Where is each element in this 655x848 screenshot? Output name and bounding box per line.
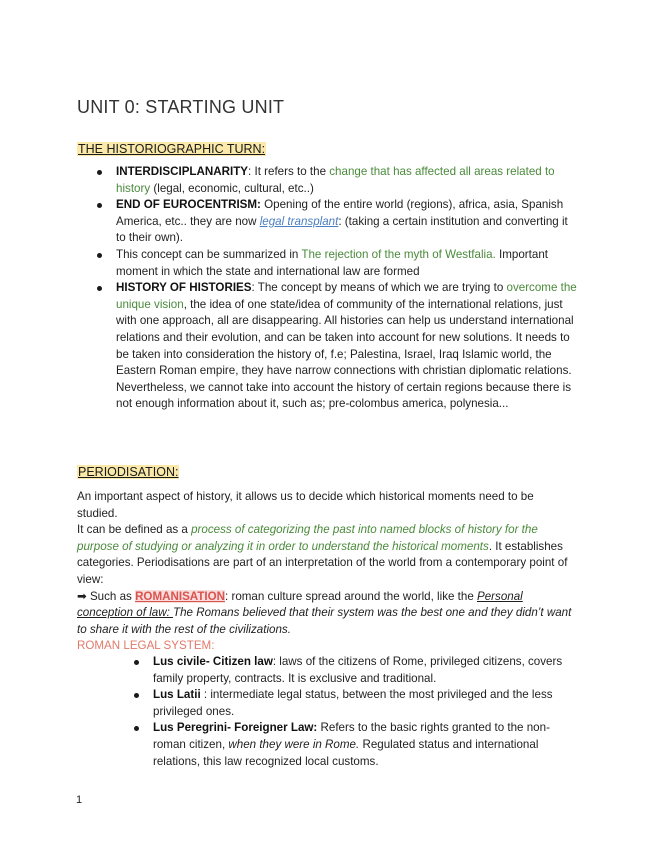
term-label: Lus Peregrini- Foreigner Law: — [153, 721, 318, 735]
highlight-text: process of categorizing the past into named blocks of history for the purpose of studying or analyzing it in order to understand the historical moments — [77, 523, 538, 553]
paragraph — [77, 589, 577, 639]
paragraph-text: Such as — [86, 589, 136, 603]
item-text: : (taking a certain institution and converting it to their own). — [116, 214, 568, 245]
term-label: END OF EUROCENTRISM: — [116, 198, 261, 212]
periodisation-body — [77, 489, 577, 655]
item-text: : intermediate legal status, between the most privileged and the less privileged ones. — [153, 688, 553, 718]
list-item-end-of-eurocentrism — [97, 197, 577, 247]
item-text: (legal, economic, cultural, etc..) — [150, 181, 314, 195]
list-item-ius-peregrini — [134, 720, 579, 770]
list-item-ius-latii — [134, 687, 579, 720]
legal-transplant-link[interactable]: legal transplant — [259, 214, 339, 228]
section-heading-historiographic-turn: THE HISTORIOGRAPHIC TURN: — [78, 142, 266, 156]
list-item-westfalia — [97, 247, 577, 280]
term-label: HISTORY OF HISTORIES — [116, 281, 252, 295]
highlight-text: change that has affected all areas related to history — [116, 165, 555, 195]
paragraph — [77, 522, 577, 588]
item-text: This concept can be summarized in — [116, 247, 302, 261]
list-item-history-of-histories — [97, 280, 577, 413]
paragraph: An important aspect of history, it allows us to decide which historical moments need to be studied. — [77, 490, 534, 520]
roman-legal-system-list — [134, 654, 579, 770]
roman-legal-system-heading: ROMAN LEGAL SYSTEM: — [77, 639, 215, 653]
arrow-icon: ➡ — [77, 589, 87, 603]
page-number: 1 — [76, 794, 83, 806]
term-label: INTERDISCIPLANARITY — [116, 165, 249, 178]
list-item-ius-civile — [134, 654, 579, 687]
paragraph-text: : roman culture spread around the world, like the — [225, 589, 477, 603]
highlight-text: The rejection of the myth of Westfalia. — [301, 247, 496, 261]
item-text: : The concept by means of which we are trying to — [251, 281, 507, 295]
paragraph-text: . It establishes categories. Periodisations are part of an interpretation of the world from a contemporary point of view: — [77, 539, 568, 586]
page-title: UNIT 0: STARTING UNIT — [77, 97, 285, 117]
item-text: Important moment in which the state and international law are formed — [116, 247, 548, 278]
section-heading-periodisation: PERIODISATION: — [78, 465, 179, 479]
item-text: , the idea of one state/idea of community of the international relations, just with one approach, all are disappearing. All histories can help us understand international relations and their evolution, and can be taken into account for new solutions. It needs to be taken into consideration the history of, f.e; Palestina, Israel, Iraq Islamic world, the Eastern Roman empire, they have narrow connections with christian diplomatic relations. Nevertheless, we cannot take into account the history of certain regions because there is not enough information about it, such as; pre-colombus america, polynesia... — [116, 297, 574, 411]
item-text: Regulated status and international relations, this law recognized local customs. — [153, 737, 539, 768]
term-label: Lus Latii — [153, 688, 201, 702]
item-text: Opening of the entire world (regions), africa, asia, Spanish America, etc.. they are now — [116, 198, 564, 228]
item-text: when they were in Rome. — [228, 737, 360, 751]
item-text: Refers to the basic rights granted to the non-roman citizen, — [153, 721, 550, 751]
item-text: : It refers to the — [248, 165, 330, 178]
term-label: Lus civile- Citizen law — [153, 655, 273, 668]
item-text: : laws of the citizens of Rome, privileged citizens, covers family property, contracts. It is exclusive and traditional. — [153, 655, 563, 685]
personal-conception-text: Personal conception of law: — [77, 589, 523, 620]
romanisation-highlight: ROMANISATION — [135, 589, 226, 603]
paragraph-text: It can be defined as a — [77, 523, 192, 537]
highlight-text: overcome the unique vision — [116, 281, 577, 311]
paragraph-text: The Romans believed that their system was the best one and they didn’t want to share it with the rest of the civilizations. — [77, 606, 572, 636]
historiographic-turn-list — [97, 164, 577, 413]
list-item-interdisciplinarity — [97, 164, 577, 197]
